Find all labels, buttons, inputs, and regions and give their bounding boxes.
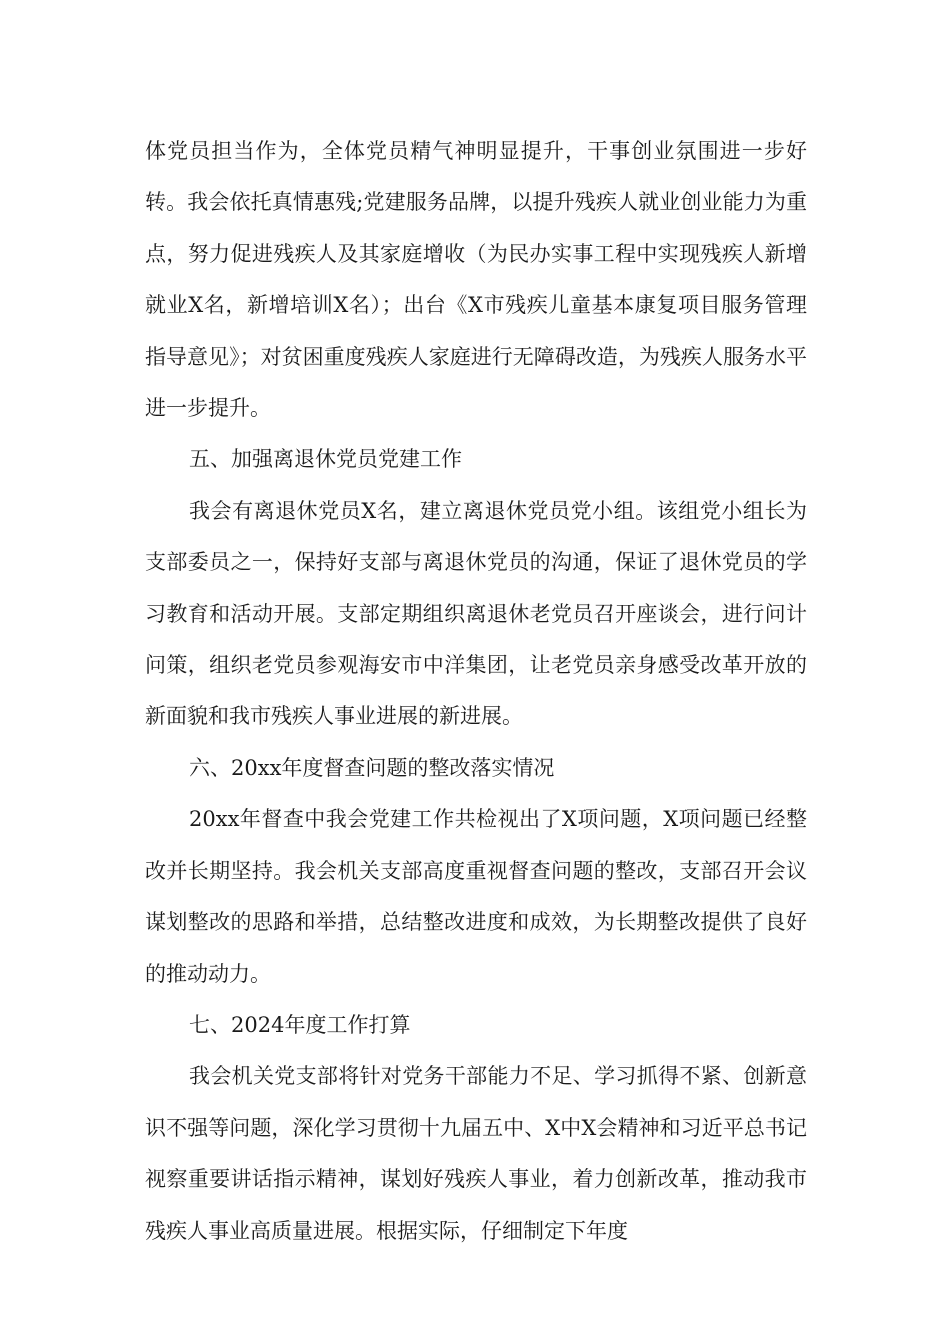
section-heading-6: 六、20xx年度督查问题的整改落实情况 <box>189 755 555 780</box>
paragraph-rectification: 20xx年督查中我会党建工作共检视出了X项问题，X项问题已经整改并长期坚持。我会机关支部高度重视督查问题的整改，支部召开会议谋划整改的思路和举措，总结整改进度和成效，为长期整改提供了良好的推动动力。 <box>145 807 807 986</box>
paragraph-work-plan: 我会机关党支部将针对党务干部能力不足、学习抓得不紧、创新意识不强等问题，深化学习贯彻十九届五中、X中X会精神和习近平总书记视察重要讲话指示精神，谋划好残疾人事业，着力创新改革，推动我市残疾人事业高质量进展。根据实际，仔细制定下年度 <box>145 1064 807 1243</box>
section-heading-7: 七、2024年度工作打算 <box>189 1012 411 1037</box>
paragraph-continuation: 体党员担当作为，全体党员精气神明显提升，干事创业氛围进一步好转。我会依托真情惠残;党建服务品牌，以提升残疾人就业创业能力为重点，努力促进残疾人及其家庭增收（为民办实事工程中实现残疾人新增就业X名，新增培训X名）；出台《X市残疾儿童基本康复项目服务管理指导意见》；对贫困重度残疾人家庭进行无障碍改造，为残疾人服务水平进一步提升。 <box>145 139 807 421</box>
document-body <box>145 126 807 1257</box>
paragraph-retired-members: 我会有离退休党员X名，建立离退休党员党小组。该组党小组长为支部委员之一，保持好支部与离退休党员的沟通，保证了退休党员的学习教育和活动开展。支部定期组织离退休老党员召开座谈会，进行问计问策，组织老党员参观海安市中洋集团，让老党员亲身感受改革开放的新面貌和我市残疾人事业进展的新进展。 <box>145 498 807 729</box>
section-heading-5: 五、加强离退休党员党建工作 <box>189 447 462 472</box>
